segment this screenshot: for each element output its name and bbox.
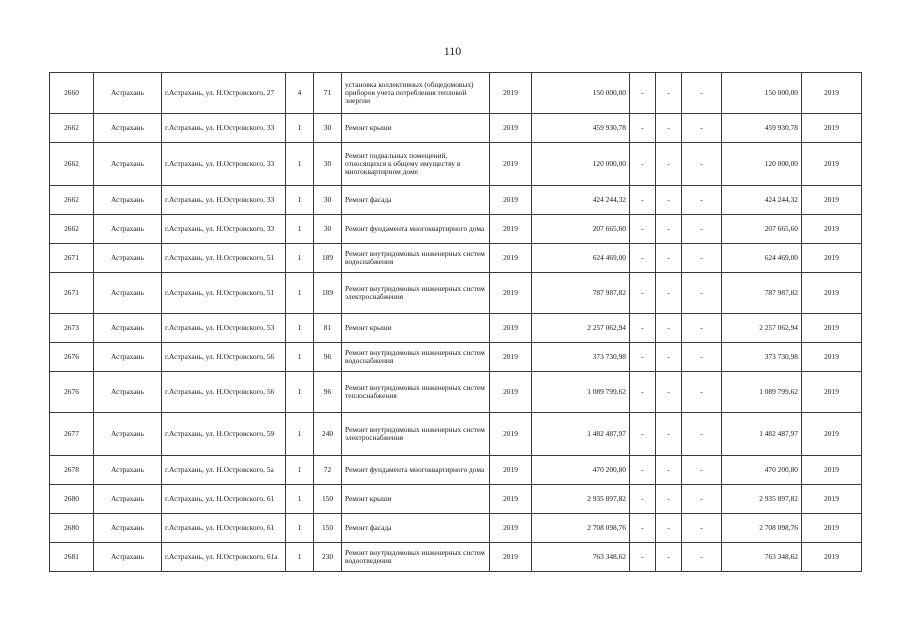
year-cell: 2019 (490, 413, 532, 456)
plan-year-cell: 2019 (802, 485, 862, 514)
table-row (50, 186, 862, 215)
row-id: 2671 (50, 273, 94, 314)
year-cell: 2019 (490, 456, 532, 485)
plan-year-cell: 2019 (802, 413, 862, 456)
dash-cell-3: - (682, 456, 722, 485)
apartments-cell: 30 (314, 114, 342, 143)
table-row (50, 372, 862, 413)
table-body (50, 73, 862, 572)
dash-cell-2: - (656, 244, 682, 273)
total-cell: 787 987,82 (722, 273, 802, 314)
total-cell: 2 257 062,94 (722, 314, 802, 343)
cost-cell: 624 469,00 (532, 244, 630, 273)
cost-cell: 1 089 799,62 (532, 372, 630, 413)
address-cell: г.Астрахань, ул. Н.Островского, 53 (162, 314, 286, 343)
dash-cell-1: - (630, 114, 656, 143)
plan-year-cell: 2019 (802, 215, 862, 244)
floors-cell: 1 (286, 485, 314, 514)
address-cell: г.Астрахань, ул. Н.Островского, 51 (162, 244, 286, 273)
row-id: 2671 (50, 244, 94, 273)
plan-year-cell: 2019 (802, 372, 862, 413)
dash-cell-3: - (682, 343, 722, 372)
year-cell: 2019 (490, 73, 532, 114)
repair-program-table (49, 72, 862, 572)
apartments-cell: 230 (314, 543, 342, 572)
work-type-cell: Ремонт внутридомовых инженерных систем электроснабжения (342, 273, 490, 314)
dash-cell-1: - (630, 215, 656, 244)
address-cell: г.Астрахань, ул. Н.Островского, 33 (162, 186, 286, 215)
table-row (50, 485, 862, 514)
year-cell: 2019 (490, 372, 532, 413)
dash-cell-2: - (656, 485, 682, 514)
dash-cell-1: - (630, 314, 656, 343)
table-row (50, 114, 862, 143)
work-type-cell: Ремонт крыши (342, 114, 490, 143)
apartments-cell: 72 (314, 456, 342, 485)
work-type-cell: установка коллективных (общедомовых) приборов учета потребления тепловой энергии (342, 73, 490, 114)
cost-cell: 424 244,32 (532, 186, 630, 215)
dash-cell-2: - (656, 314, 682, 343)
page-number: 110 (443, 44, 462, 58)
row-id: 2676 (50, 372, 94, 413)
dash-cell-1: - (630, 372, 656, 413)
plan-year-cell: 2019 (802, 114, 862, 143)
cost-cell: 120 000,00 (532, 143, 630, 186)
year-cell: 2019 (490, 514, 532, 543)
table-row (50, 514, 862, 543)
apartments-cell: 96 (314, 372, 342, 413)
cost-cell: 150 000,00 (532, 73, 630, 114)
dash-cell-3: - (682, 514, 722, 543)
apartments-cell: 71 (314, 73, 342, 114)
dash-cell-3: - (682, 244, 722, 273)
work-type-cell: Ремонт подвальных помещений, относящихся к общему имуществу в многоквартирном доме (342, 143, 490, 186)
work-type-cell: Ремонт внутридомовых инженерных систем теплоснабжения (342, 372, 490, 413)
row-id: 2678 (50, 456, 94, 485)
apartments-cell: 30 (314, 186, 342, 215)
total-cell: 2 935 897,82 (722, 485, 802, 514)
work-type-cell: Ремонт крыши (342, 485, 490, 514)
floors-cell: 4 (286, 73, 314, 114)
dash-cell-1: - (630, 186, 656, 215)
apartments-cell: 96 (314, 343, 342, 372)
city-cell: Астрахань (94, 543, 162, 572)
row-id: 2662 (50, 143, 94, 186)
plan-year-cell: 2019 (802, 343, 862, 372)
work-type-cell: Ремонт крыши (342, 314, 490, 343)
plan-year-cell: 2019 (802, 143, 862, 186)
address-cell: г.Астрахань, ул. Н.Островского, 27 (162, 73, 286, 114)
apartments-cell: 30 (314, 215, 342, 244)
dash-cell-2: - (656, 143, 682, 186)
city-cell: Астрахань (94, 114, 162, 143)
table-row (50, 244, 862, 273)
dash-cell-2: - (656, 413, 682, 456)
dash-cell-3: - (682, 273, 722, 314)
apartments-cell: 189 (314, 244, 342, 273)
dash-cell-1: - (630, 73, 656, 114)
work-type-cell: Ремонт фасада (342, 514, 490, 543)
plan-year-cell: 2019 (802, 314, 862, 343)
dash-cell-1: - (630, 273, 656, 314)
dash-cell-2: - (656, 343, 682, 372)
address-cell: г.Астрахань, ул. Н.Островского, 51 (162, 273, 286, 314)
dash-cell-1: - (630, 514, 656, 543)
city-cell: Астрахань (94, 244, 162, 273)
floors-cell: 1 (286, 314, 314, 343)
apartments-cell: 189 (314, 273, 342, 314)
row-id: 2673 (50, 314, 94, 343)
dash-cell-2: - (656, 73, 682, 114)
table-row (50, 273, 862, 314)
cost-cell: 787 987,82 (532, 273, 630, 314)
address-cell: г.Астрахань, ул. Н.Островского, 59 (162, 413, 286, 456)
cost-cell: 459 930,78 (532, 114, 630, 143)
floors-cell: 1 (286, 143, 314, 186)
year-cell: 2019 (490, 314, 532, 343)
city-cell: Астрахань (94, 456, 162, 485)
dash-cell-1: - (630, 456, 656, 485)
plan-year-cell: 2019 (802, 543, 862, 572)
plan-year-cell: 2019 (802, 73, 862, 114)
apartments-cell: 150 (314, 485, 342, 514)
cost-cell: 2 708 098,76 (532, 514, 630, 543)
city-cell: Астрахань (94, 215, 162, 244)
plan-year-cell: 2019 (802, 244, 862, 273)
cost-cell: 2 935 897,82 (532, 485, 630, 514)
dash-cell-1: - (630, 244, 656, 273)
row-id: 2680 (50, 514, 94, 543)
cost-cell: 2 257 062,94 (532, 314, 630, 343)
city-cell: Астрахань (94, 73, 162, 114)
floors-cell: 1 (286, 186, 314, 215)
city-cell: Астрахань (94, 485, 162, 514)
address-cell: г.Астрахань, ул. Н.Островского, 33 (162, 143, 286, 186)
dash-cell-3: - (682, 413, 722, 456)
year-cell: 2019 (490, 143, 532, 186)
work-type-cell: Ремонт внутридомовых инженерных систем водоснабжения (342, 244, 490, 273)
row-id: 2662 (50, 186, 94, 215)
address-cell: г.Астрахань, ул. Н.Островского, 56 (162, 343, 286, 372)
dash-cell-1: - (630, 143, 656, 186)
plan-year-cell: 2019 (802, 514, 862, 543)
cost-cell: 763 348,62 (532, 543, 630, 572)
floors-cell: 1 (286, 244, 314, 273)
dash-cell-2: - (656, 114, 682, 143)
total-cell: 1 089 799,62 (722, 372, 802, 413)
dash-cell-3: - (682, 314, 722, 343)
floors-cell: 1 (286, 273, 314, 314)
total-cell: 2 708 098,76 (722, 514, 802, 543)
table-row (50, 413, 862, 456)
row-id: 2677 (50, 413, 94, 456)
total-cell: 150 000,00 (722, 73, 802, 114)
address-cell: г.Астрахань, ул. Н.Островского, 61а (162, 543, 286, 572)
total-cell: 624 469,00 (722, 244, 802, 273)
dash-cell-3: - (682, 543, 722, 572)
dash-cell-1: - (630, 543, 656, 572)
address-cell: г.Астрахань, ул. Н.Островского, 5а (162, 456, 286, 485)
dash-cell-1: - (630, 343, 656, 372)
dash-cell-2: - (656, 372, 682, 413)
year-cell: 2019 (490, 273, 532, 314)
cost-cell: 373 730,98 (532, 343, 630, 372)
apartments-cell: 150 (314, 514, 342, 543)
dash-cell-2: - (656, 456, 682, 485)
total-cell: 120 000,00 (722, 143, 802, 186)
table-row (50, 456, 862, 485)
total-cell: 459 930,78 (722, 114, 802, 143)
work-type-cell: Ремонт внутридомовых инженерных систем электроснабжения (342, 413, 490, 456)
dash-cell-2: - (656, 273, 682, 314)
table-row (50, 73, 862, 114)
apartments-cell: 30 (314, 143, 342, 186)
floors-cell: 1 (286, 215, 314, 244)
apartments-cell: 240 (314, 413, 342, 456)
cost-cell: 207 665,60 (532, 215, 630, 244)
work-type-cell: Ремонт внутридомовых инженерных систем водоотведения (342, 543, 490, 572)
row-id: 2662 (50, 215, 94, 244)
city-cell: Астрахань (94, 372, 162, 413)
table-row (50, 143, 862, 186)
dash-cell-2: - (656, 514, 682, 543)
address-cell: г.Астрахань, ул. Н.Островского, 33 (162, 215, 286, 244)
plan-year-cell: 2019 (802, 186, 862, 215)
work-type-cell: Ремонт фасада (342, 186, 490, 215)
year-cell: 2019 (490, 114, 532, 143)
year-cell: 2019 (490, 244, 532, 273)
total-cell: 1 482 487,97 (722, 413, 802, 456)
address-cell: г.Астрахань, ул. Н.Островского, 33 (162, 114, 286, 143)
cost-cell: 1 482 487,97 (532, 413, 630, 456)
floors-cell: 1 (286, 413, 314, 456)
year-cell: 2019 (490, 543, 532, 572)
work-type-cell: Ремонт фундамента многоквартирного дома (342, 456, 490, 485)
plan-year-cell: 2019 (802, 273, 862, 314)
plan-year-cell: 2019 (802, 456, 862, 485)
row-id: 2660 (50, 73, 94, 114)
dash-cell-1: - (630, 413, 656, 456)
city-cell: Астрахань (94, 314, 162, 343)
row-id: 2681 (50, 543, 94, 572)
floors-cell: 1 (286, 114, 314, 143)
dash-cell-3: - (682, 186, 722, 215)
year-cell: 2019 (490, 215, 532, 244)
total-cell: 470 200,80 (722, 456, 802, 485)
year-cell: 2019 (490, 343, 532, 372)
table-row (50, 543, 862, 572)
floors-cell: 1 (286, 543, 314, 572)
row-id: 2680 (50, 485, 94, 514)
dash-cell-3: - (682, 485, 722, 514)
dash-cell-2: - (656, 215, 682, 244)
dash-cell-3: - (682, 372, 722, 413)
address-cell: г.Астрахань, ул. Н.Островского, 61 (162, 514, 286, 543)
total-cell: 373 730,98 (722, 343, 802, 372)
city-cell: Астрахань (94, 343, 162, 372)
floors-cell: 1 (286, 343, 314, 372)
dash-cell-2: - (656, 543, 682, 572)
apartments-cell: 81 (314, 314, 342, 343)
city-cell: Астрахань (94, 143, 162, 186)
table-row (50, 314, 862, 343)
dash-cell-1: - (630, 485, 656, 514)
address-cell: г.Астрахань, ул. Н.Островского, 61 (162, 485, 286, 514)
dash-cell-3: - (682, 114, 722, 143)
table-row (50, 215, 862, 244)
dash-cell-3: - (682, 143, 722, 186)
city-cell: Астрахань (94, 514, 162, 543)
dash-cell-3: - (682, 215, 722, 244)
address-cell: г.Астрахань, ул. Н.Островского, 56 (162, 372, 286, 413)
work-type-cell: Ремонт внутридомовых инженерных систем водоснабжения (342, 343, 490, 372)
floors-cell: 1 (286, 372, 314, 413)
total-cell: 763 348,62 (722, 543, 802, 572)
city-cell: Астрахань (94, 413, 162, 456)
dash-cell-3: - (682, 73, 722, 114)
city-cell: Астрахань (94, 186, 162, 215)
table-row (50, 343, 862, 372)
city-cell: Астрахань (94, 273, 162, 314)
year-cell: 2019 (490, 186, 532, 215)
floors-cell: 1 (286, 456, 314, 485)
work-type-cell: Ремонт фундамента многоквартирного дома (342, 215, 490, 244)
year-cell: 2019 (490, 485, 532, 514)
cost-cell: 470 200,80 (532, 456, 630, 485)
row-id: 2662 (50, 114, 94, 143)
floors-cell: 1 (286, 514, 314, 543)
total-cell: 424 244,32 (722, 186, 802, 215)
row-id: 2676 (50, 343, 94, 372)
dash-cell-2: - (656, 186, 682, 215)
total-cell: 207 665,60 (722, 215, 802, 244)
